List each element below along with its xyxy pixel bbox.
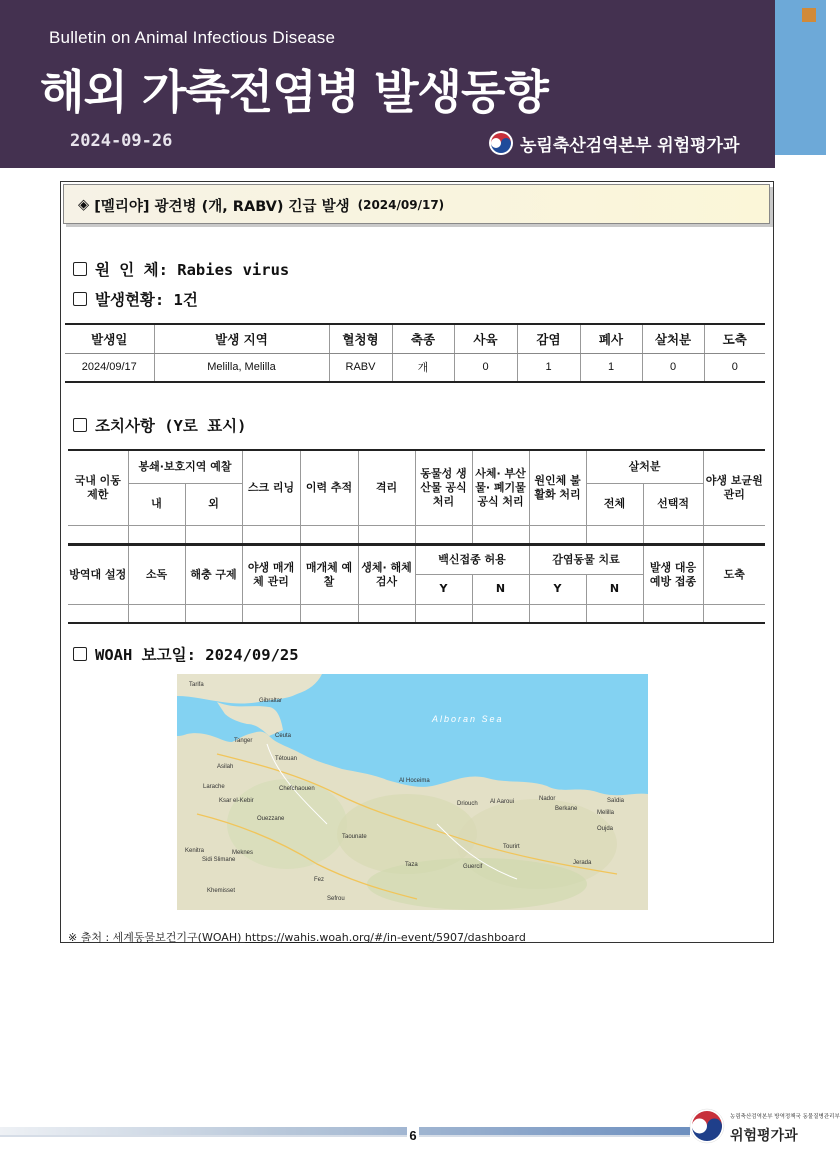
map-place: Taounate	[342, 834, 367, 840]
map-place: Al Hoceima	[399, 778, 430, 784]
measure-screening: 스크 리닝	[242, 450, 300, 525]
table-cell: 1	[580, 353, 642, 382]
measure-official-disposal: 동물성 생산물 공식 처리	[415, 450, 472, 525]
outbreak-table	[65, 323, 765, 383]
source-note	[68, 929, 526, 945]
checkbox-icon	[73, 292, 87, 306]
table-cell	[68, 604, 128, 623]
treatment-yes: Y	[529, 574, 586, 604]
table-header-row	[65, 324, 765, 353]
page-title: 해외 가축전염병 발생동향	[40, 65, 548, 119]
checkbox-icon	[73, 262, 87, 276]
measure-vector-surveillance: 매개체 예찰	[300, 545, 358, 604]
footer-rule-thin	[0, 1135, 690, 1137]
table-cell	[472, 525, 529, 544]
footer-rule	[0, 1127, 690, 1135]
table-cell	[415, 604, 472, 623]
map-place: Berkane	[555, 806, 578, 812]
measures-value-row	[68, 525, 765, 544]
col-header: 사육	[454, 324, 517, 353]
map-place: Tanger	[234, 738, 253, 744]
table-cell	[703, 604, 765, 623]
col-header: 살처분	[642, 324, 704, 353]
table-row	[65, 353, 765, 382]
measure-disinfection: 소독	[128, 545, 185, 604]
measure-pest-control: 해충 구제	[185, 545, 242, 604]
measure-culling-selective: 선택적	[643, 483, 703, 525]
table-cell	[185, 525, 242, 544]
footer-org-name: 위험평가과	[730, 1128, 798, 1144]
header-banner	[0, 0, 775, 168]
table-cell	[529, 604, 586, 623]
source-prefix: ※ 출처 : 세계동물보건기구(WOAH)	[68, 931, 242, 944]
side-accent-square	[802, 8, 816, 22]
measure-preventive-vaccination: 발생 대응 예방 접종	[643, 545, 703, 604]
measure-ante-post-mortem: 생체· 해체 검사	[358, 545, 415, 604]
map-place: Asilah	[217, 764, 234, 770]
checkbox-icon	[73, 418, 87, 432]
table-cell: 0	[704, 353, 765, 382]
measures2-header-row	[68, 545, 765, 574]
table-cell	[415, 525, 472, 544]
map-place: Saïdia	[607, 798, 625, 804]
measure-zone-out: 외	[185, 483, 242, 525]
measure-wildlife-vector: 야생 매개체 관리	[242, 545, 300, 604]
table-cell	[703, 525, 765, 544]
map-place: Ceuta	[275, 733, 292, 739]
map-place: Jerada	[573, 860, 592, 866]
col-header: 축종	[392, 324, 454, 353]
map-place: Khemisset	[207, 888, 236, 894]
measure-culling: 살처분	[586, 450, 703, 483]
woah-report-date: WOAH 보고일: 2024/09/25	[95, 646, 299, 664]
table-cell	[643, 525, 703, 544]
table-cell	[586, 604, 643, 623]
col-header: 감염	[517, 324, 580, 353]
measure-movement: 국내 이동 제한	[68, 450, 128, 525]
measure-treatment: 감염동물 치료	[529, 545, 643, 574]
col-header: 폐사	[580, 324, 642, 353]
map-place: Sidi Slimane	[202, 857, 236, 863]
status-line	[73, 288, 198, 310]
measures-table-2	[68, 544, 765, 624]
measures-line	[73, 414, 246, 436]
table-cell	[358, 604, 415, 623]
table-cell	[643, 604, 703, 623]
footer-org-detail: 농림축산검역본부 방역정책국 동물질병관리부	[730, 1114, 840, 1120]
table-cell: 0	[642, 353, 704, 382]
map-sea-label: Alboran Sea	[432, 714, 504, 724]
page-number: 6	[407, 1127, 419, 1145]
source-link[interactable]: https://wahis.woah.org/#/in-event/5907/dashboard	[244, 931, 526, 944]
event-banner	[63, 184, 770, 224]
table-cell	[242, 604, 300, 623]
table-cell: 2024/09/17	[65, 353, 154, 382]
measure-carcass-disposal: 사체· 부산물· 폐기물 공식 처리	[472, 450, 529, 525]
map-place: Sefrou	[327, 896, 345, 902]
table-cell: 개	[392, 353, 454, 382]
table-cell	[68, 525, 128, 544]
table-cell	[529, 525, 586, 544]
map-place: Meknes	[232, 850, 254, 856]
measure-vaccination-zone: 방역대 설정	[68, 545, 128, 604]
vaccination-yes: Y	[415, 574, 472, 604]
map-place: Ksar el-Kebir	[219, 798, 254, 804]
taegeuk-logo-icon	[488, 130, 514, 156]
vaccination-no: N	[472, 574, 529, 604]
pathogen-text: 원 인 체: Rabies virus	[95, 261, 290, 279]
map-place: Guercif	[463, 864, 483, 870]
map-place: Larache	[203, 784, 225, 790]
map-place: Kenitra	[185, 848, 205, 854]
table-cell	[300, 604, 358, 623]
col-header: 도축	[704, 324, 765, 353]
event-date: (2024/09/17)	[357, 198, 445, 212]
table-cell	[586, 525, 643, 544]
map-place: Driouch	[457, 801, 478, 807]
measure-zone: 봉쇄·보호지역 예찰	[128, 450, 242, 483]
table-cell	[358, 525, 415, 544]
table-cell	[185, 604, 242, 623]
diamond-icon: ◈	[78, 197, 90, 213]
col-header: 발생 지역	[154, 324, 329, 353]
table-cell: Melilla, Melilla	[154, 353, 329, 382]
measures2-value-row	[68, 604, 765, 623]
table-cell: 1	[517, 353, 580, 382]
measure-tracing: 이력 추적	[300, 450, 358, 525]
col-header: 발생일	[65, 324, 154, 353]
map-place: Tourirt	[503, 844, 520, 850]
map-terrain	[177, 674, 648, 910]
measures-text: 조치사항 (Y로 표시)	[95, 417, 247, 435]
table-cell: RABV	[329, 353, 392, 382]
measures-header-row	[68, 450, 765, 483]
pathogen-line	[73, 258, 289, 280]
measure-wildlife-reservoir: 야생 보균원 관리	[703, 450, 765, 525]
issue-date: 2024-09-26	[70, 131, 173, 151]
org-block	[488, 130, 739, 156]
measures-table-1	[68, 449, 765, 545]
measure-quarantine: 격리	[358, 450, 415, 525]
measure-vaccination: 백신접종 허용	[415, 545, 529, 574]
map-place: Melilla	[597, 810, 615, 816]
map-place: Fez	[314, 877, 325, 883]
map-place: Tarifa	[189, 682, 204, 688]
map-place: Oujda	[597, 826, 614, 832]
map-place: Chefchaouen	[279, 786, 315, 792]
table-cell	[128, 604, 185, 623]
side-accent-bar	[775, 0, 826, 155]
map-place: Taza	[405, 862, 418, 868]
status-text: 발생현황: 1건	[95, 291, 198, 309]
measure-culling-total: 전체	[586, 483, 643, 525]
table-cell	[242, 525, 300, 544]
woah-line	[73, 643, 299, 665]
table-cell	[300, 525, 358, 544]
measure-zone-in: 내	[128, 483, 185, 525]
map-place: Gibraltar	[259, 698, 283, 704]
map-place: Al Aaroui	[490, 799, 515, 805]
map-place: Tétouan	[275, 756, 298, 762]
measure-inactivation: 원인체 불활화 처리	[529, 450, 586, 525]
col-header: 혈청형	[329, 324, 392, 353]
map-place: Ouezzane	[257, 816, 285, 822]
measure-slaughter: 도축	[703, 545, 765, 604]
event-title-row	[64, 185, 444, 225]
event-title: [멜리야] 광견병 (개, RABV) 긴급 발생	[94, 198, 350, 215]
taegeuk-logo-icon	[688, 1107, 726, 1145]
table-cell: 0	[454, 353, 517, 382]
bulletin-subtitle: Bulletin on Animal Infectious Disease	[49, 28, 336, 47]
table-cell	[128, 525, 185, 544]
outbreak-map[interactable]	[177, 674, 648, 910]
checkbox-icon	[73, 647, 87, 661]
map-place: Nador	[539, 796, 556, 802]
treatment-no: N	[586, 574, 643, 604]
org-name: 농림축산검역본부 위험평가과	[520, 135, 740, 156]
table-cell	[472, 604, 529, 623]
